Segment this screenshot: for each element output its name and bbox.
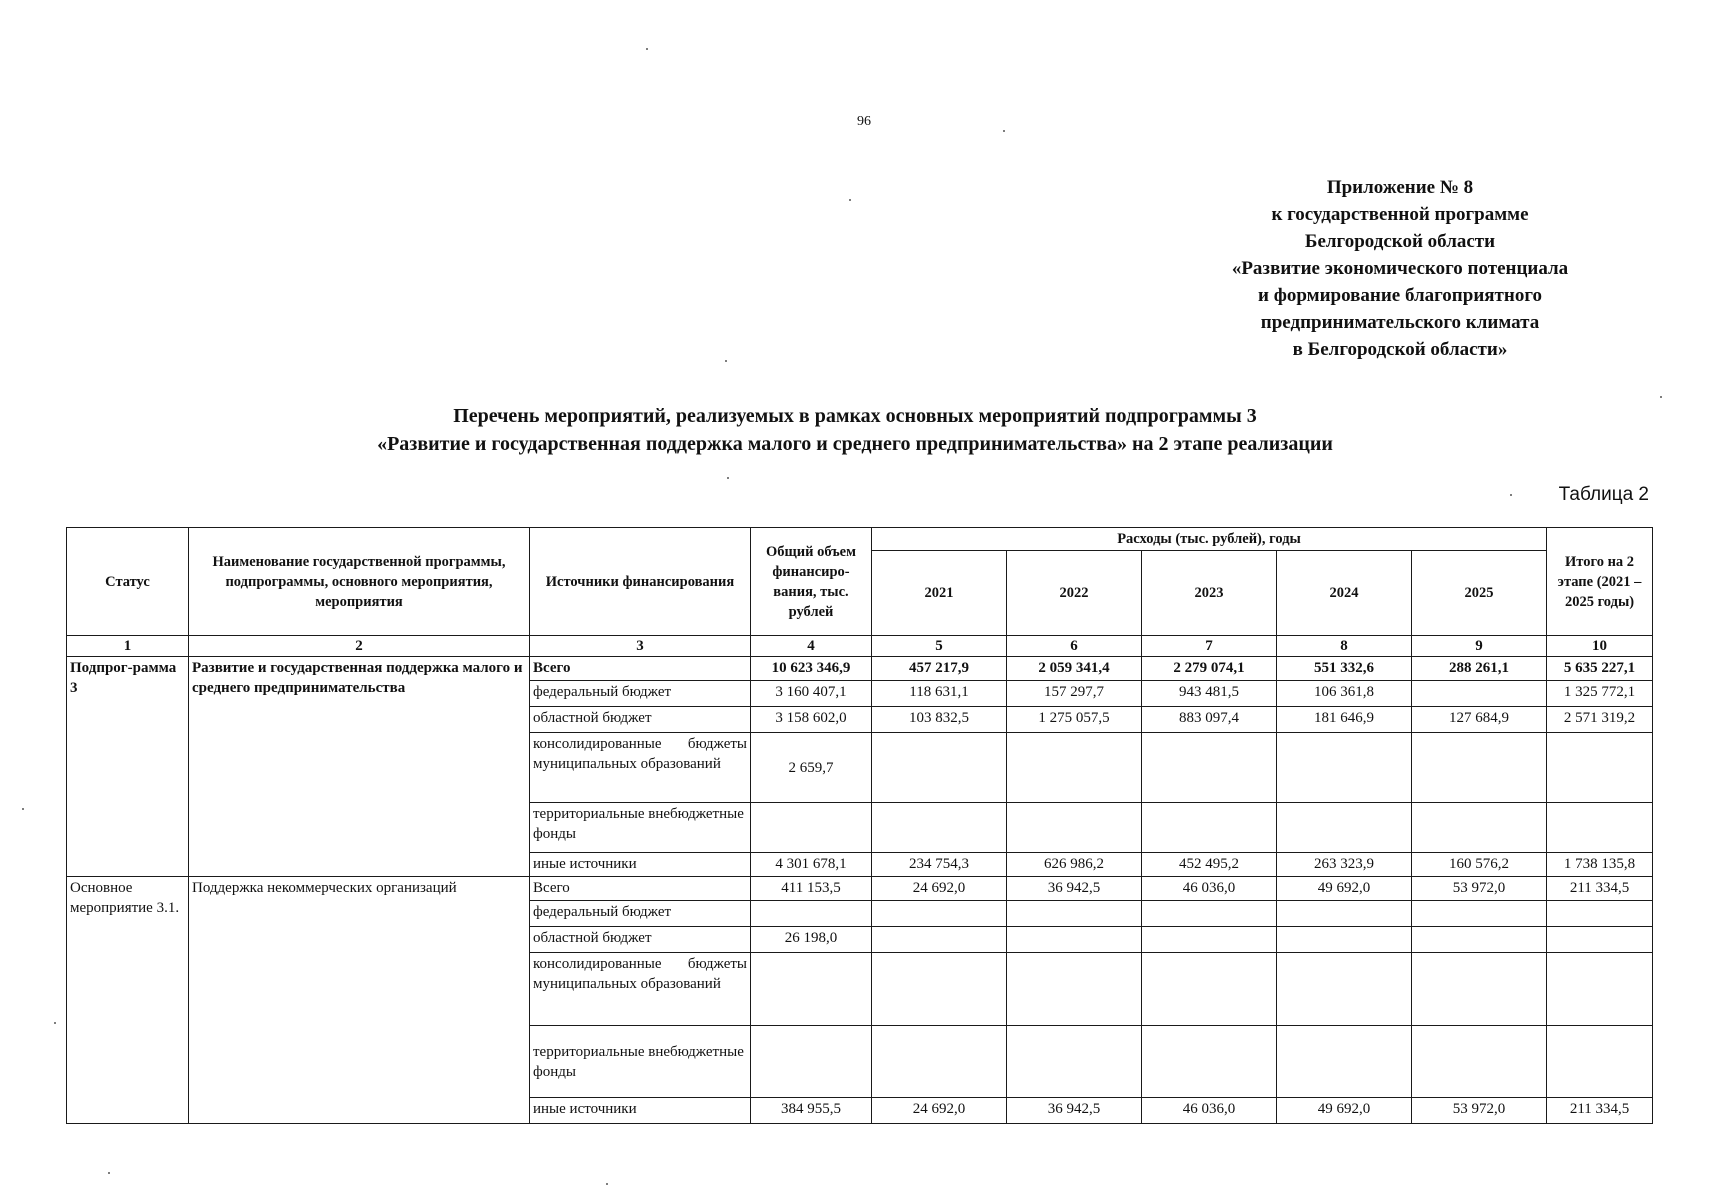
year-value-cell: 46 036,0: [1142, 1098, 1277, 1124]
stage-total-cell: 2 571 319,2: [1547, 707, 1653, 733]
header-year: 2025: [1412, 551, 1547, 636]
document-title-line: «Развитие и государственная поддержка малого и среднего предпринимательства» на 2 этапе реализации: [377, 433, 1333, 455]
header-year: 2023: [1142, 551, 1277, 636]
stage-total-cell: [1547, 953, 1653, 1026]
year-value-cell: [1007, 1026, 1142, 1098]
scan-speck: [108, 1172, 110, 1174]
scan-speck: [1510, 494, 1512, 496]
year-value-cell: [1277, 1026, 1412, 1098]
column-number: 10: [1547, 636, 1653, 657]
year-value-cell: [1412, 1026, 1547, 1098]
funding-source: консолидированные бюджеты муниципальных образований: [530, 733, 751, 803]
year-value-cell: 2 059 341,4: [1007, 657, 1142, 681]
funding-source: федеральный бюджет: [530, 901, 751, 927]
year-value-cell: [1142, 803, 1277, 853]
year-value-cell: [1277, 927, 1412, 953]
year-value-cell: [1277, 803, 1412, 853]
year-value-cell: [1412, 733, 1547, 803]
document-title-line: Перечень мероприятий, реализуемых в рамках основных мероприятий подпрограммы 3: [453, 405, 1257, 427]
header-year: 2022: [1007, 551, 1142, 636]
appendix-header: [1170, 174, 1630, 363]
stage-total-cell: 1 325 772,1: [1547, 681, 1653, 707]
year-value-cell: 452 495,2: [1142, 853, 1277, 877]
total-volume-cell: 411 153,5: [751, 877, 872, 901]
year-value-cell: [872, 927, 1007, 953]
funding-source: Всего: [530, 657, 751, 681]
column-number: 5: [872, 636, 1007, 657]
scan-speck: [727, 477, 729, 479]
column-number: 9: [1412, 636, 1547, 657]
stage-total-cell: 211 334,5: [1547, 1098, 1653, 1124]
stage-total-cell: [1547, 1026, 1653, 1098]
year-value-cell: 551 332,6: [1277, 657, 1412, 681]
appendix-line: и формирование благоприятного: [1258, 285, 1542, 306]
funding-source: территориальные внебюджетные фонды: [530, 803, 751, 853]
column-number: 8: [1277, 636, 1412, 657]
year-value-cell: 46 036,0: [1142, 877, 1277, 901]
total-volume-cell: 2 659,7: [751, 733, 872, 803]
year-value-cell: [1142, 1026, 1277, 1098]
total-volume-cell: 26 198,0: [751, 927, 872, 953]
total-volume-cell: 384 955,5: [751, 1098, 872, 1124]
row-name: Развитие и государственная поддержка малого и среднего предпринимательства: [189, 657, 530, 877]
header-stage-total: Итого на 2 этапе (2021 – 2025 годы): [1547, 528, 1653, 636]
scan-speck: [1003, 130, 1005, 132]
scan-speck: [1660, 396, 1662, 398]
year-value-cell: [1412, 927, 1547, 953]
funding-source: иные источники: [530, 1098, 751, 1124]
year-value-cell: 53 972,0: [1412, 877, 1547, 901]
stage-total-cell: 1 738 135,8: [1547, 853, 1653, 877]
appendix-line: в Белгородской области»: [1292, 339, 1508, 360]
stage-total-cell: [1547, 901, 1653, 927]
header-source: Источники финансирования: [530, 528, 751, 636]
column-number: 3: [530, 636, 751, 657]
year-value-cell: [1142, 953, 1277, 1026]
year-value-cell: 24 692,0: [872, 1098, 1007, 1124]
total-volume-cell: 10 623 346,9: [751, 657, 872, 681]
year-value-cell: 626 986,2: [1007, 853, 1142, 877]
stage-total-cell: [1547, 927, 1653, 953]
total-volume-cell: [751, 1026, 872, 1098]
funding-source: федеральный бюджет: [530, 681, 751, 707]
column-number: 4: [751, 636, 872, 657]
budget-table: [66, 527, 1653, 1124]
header-year: 2021: [872, 551, 1007, 636]
scan-speck: [646, 48, 648, 50]
appendix-line: к государственной программе: [1271, 204, 1529, 225]
total-volume-cell: 3 160 407,1: [751, 681, 872, 707]
year-value-cell: 36 942,5: [1007, 877, 1142, 901]
appendix-line: Белгородской области: [1304, 231, 1496, 252]
year-value-cell: [1142, 901, 1277, 927]
year-value-cell: [1412, 901, 1547, 927]
column-number: 7: [1142, 636, 1277, 657]
year-value-cell: 234 754,3: [872, 853, 1007, 877]
year-value-cell: 157 297,7: [1007, 681, 1142, 707]
year-value-cell: [1277, 953, 1412, 1026]
year-value-cell: 2 279 074,1: [1142, 657, 1277, 681]
year-value-cell: [872, 1026, 1007, 1098]
year-value-cell: 24 692,0: [872, 877, 1007, 901]
stage-total-cell: 5 635 227,1: [1547, 657, 1653, 681]
total-volume-cell: [751, 803, 872, 853]
year-value-cell: 1 275 057,5: [1007, 707, 1142, 733]
column-number: 2: [189, 636, 530, 657]
funding-source: областной бюджет: [530, 707, 751, 733]
year-value-cell: 36 942,5: [1007, 1098, 1142, 1124]
year-value-cell: 49 692,0: [1277, 877, 1412, 901]
year-value-cell: [1412, 803, 1547, 853]
funding-source: территориальные внебюджетные фонды: [530, 1026, 751, 1098]
total-volume-cell: 3 158 602,0: [751, 707, 872, 733]
scan-speck: [849, 199, 851, 201]
table-caption: Таблица 2: [1558, 484, 1649, 505]
year-value-cell: [1142, 733, 1277, 803]
column-number: 1: [67, 636, 189, 657]
header-total-volume: Общий объем финансиро-вания, тыс. рублей: [751, 528, 872, 636]
year-value-cell: 118 631,1: [872, 681, 1007, 707]
row-status: Подпрог-рамма 3: [67, 657, 189, 877]
year-value-cell: 127 684,9: [1412, 707, 1547, 733]
year-value-cell: 103 832,5: [872, 707, 1007, 733]
year-value-cell: [1277, 733, 1412, 803]
year-value-cell: [872, 901, 1007, 927]
funding-source: иные источники: [530, 853, 751, 877]
year-value-cell: 943 481,5: [1142, 681, 1277, 707]
header-expenses: Расходы (тыс. рублей), годы: [872, 528, 1547, 551]
year-value-cell: [1412, 681, 1547, 707]
appendix-line: «Развитие экономического потенциала: [1231, 258, 1569, 279]
year-value-cell: [1007, 953, 1142, 1026]
year-value-cell: [1007, 927, 1142, 953]
year-value-cell: [1007, 733, 1142, 803]
scan-speck: [606, 1183, 608, 1185]
year-value-cell: [1277, 901, 1412, 927]
year-value-cell: [872, 953, 1007, 1026]
stage-total-cell: 211 334,5: [1547, 877, 1653, 901]
row-status: Основное мероприятие 3.1.: [67, 877, 189, 1124]
year-value-cell: 49 692,0: [1277, 1098, 1412, 1124]
scan-speck: [22, 808, 24, 810]
year-value-cell: 457 217,9: [872, 657, 1007, 681]
year-value-cell: 181 646,9: [1277, 707, 1412, 733]
total-volume-cell: 4 301 678,1: [751, 853, 872, 877]
scan-speck: [725, 360, 727, 362]
header-name: Наименование государственной программы, подпрограммы, основного мероприятия, мероприятия: [189, 528, 530, 636]
year-value-cell: [1007, 901, 1142, 927]
header-year: 2024: [1277, 551, 1412, 636]
year-value-cell: [1412, 953, 1547, 1026]
year-value-cell: [872, 733, 1007, 803]
year-value-cell: [1007, 803, 1142, 853]
total-volume-cell: [751, 953, 872, 1026]
document-title: [140, 402, 1570, 458]
appendix-line: предпринимательского климата: [1260, 312, 1540, 333]
column-number: 6: [1007, 636, 1142, 657]
funding-source: консолидированные бюджеты муниципальных образований: [530, 953, 751, 1026]
year-value-cell: [1142, 927, 1277, 953]
row-name: Поддержка некоммерческих организаций: [189, 877, 530, 1124]
total-volume-cell: [751, 901, 872, 927]
stage-total-cell: [1547, 733, 1653, 803]
year-value-cell: 160 576,2: [1412, 853, 1547, 877]
year-value-cell: 106 361,8: [1277, 681, 1412, 707]
year-value-cell: 263 323,9: [1277, 853, 1412, 877]
year-value-cell: [872, 803, 1007, 853]
scan-speck: [54, 1022, 56, 1024]
year-value-cell: 53 972,0: [1412, 1098, 1547, 1124]
header-status: Статус: [67, 528, 189, 636]
stage-total-cell: [1547, 803, 1653, 853]
funding-source: Всего: [530, 877, 751, 901]
funding-source: областной бюджет: [530, 927, 751, 953]
year-value-cell: 288 261,1: [1412, 657, 1547, 681]
page-number: 96: [857, 114, 871, 129]
year-value-cell: 883 097,4: [1142, 707, 1277, 733]
appendix-line: Приложение № 8: [1326, 177, 1474, 198]
